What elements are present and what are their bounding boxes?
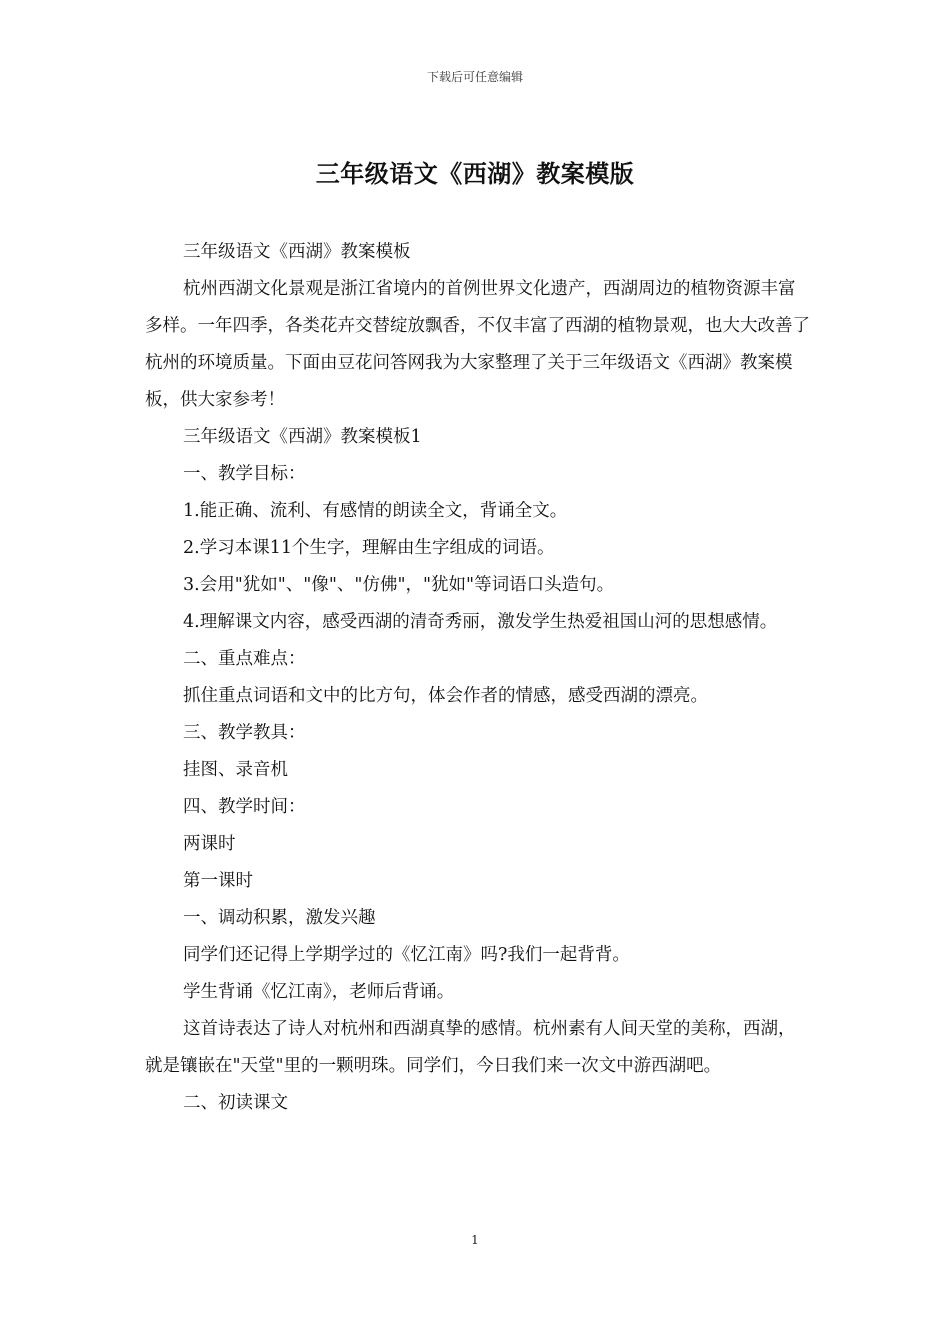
document-body [145,234,810,1122]
document-title: 三年级语文《西湖》教案模版 [315,159,635,188]
paragraph: 二、初读课文 [183,1093,288,1113]
paragraph: 2.学习本课11个生字，理解由生字组成的词语。 [183,538,555,558]
paragraph: 三、教学教具： [183,723,306,743]
paragraph: 抓住重点词语和文中的比方句，体会作者的情感，感受西湖的漂亮。 [183,686,708,706]
page-number: 1 [471,1233,479,1247]
paragraph: 一、教学目标： [183,464,306,484]
paragraph: 三年级语文《西湖》教案模板 [183,242,411,262]
paragraph: 3.会用"犹如"、"像"、"仿佛"，"犹如"等词语口头造句。 [183,575,615,595]
paragraph: 学生背诵《忆江南》，老师后背诵。 [183,982,455,1002]
paragraph: 这首诗表达了诗人对杭州和西湖真挚的感情。杭州素有人间天堂的美称，西湖，就是镶嵌在"天堂"里的一颗明珠。同学们，今日我们来一次文中游西湖吧。 [145,1019,796,1076]
paragraph: 1.能正确、流利、有感情的朗读全文，背诵全文。 [183,501,568,521]
paragraph: 4.理解课文内容，感受西湖的清奇秀丽，激发学生热爱祖国山河的思想感情。 [183,612,778,632]
paragraph: 三年级语文《西湖》教案模板1 [183,427,422,447]
paragraph: 两课时 [183,834,236,854]
paragraph: 同学们还记得上学期学过的《忆江南》吗?我们一起背背。 [183,945,630,965]
paragraph: 第一课时 [183,871,253,891]
paragraph: 挂图、录音机 [183,760,288,780]
paragraph: 杭州西湖文化景观是浙江省境内的首例世界文化遗产，西湖周边的植物资源丰富多样。一年四季，各类花卉交替绽放飘香，不仅丰富了西湖的植物景观，也大大改善了杭州的环境质量。下面由豆花问答网我为大家整理了关于三年级语文《西湖》教案模板，供大家参考！ [145,279,810,410]
header-note: 下载后可任意编辑 [426,70,523,84]
paragraph: 一、调动积累，激发兴趣 [183,908,376,928]
paragraph: 四、教学时间： [183,797,306,817]
paragraph: 二、重点难点： [183,649,306,669]
